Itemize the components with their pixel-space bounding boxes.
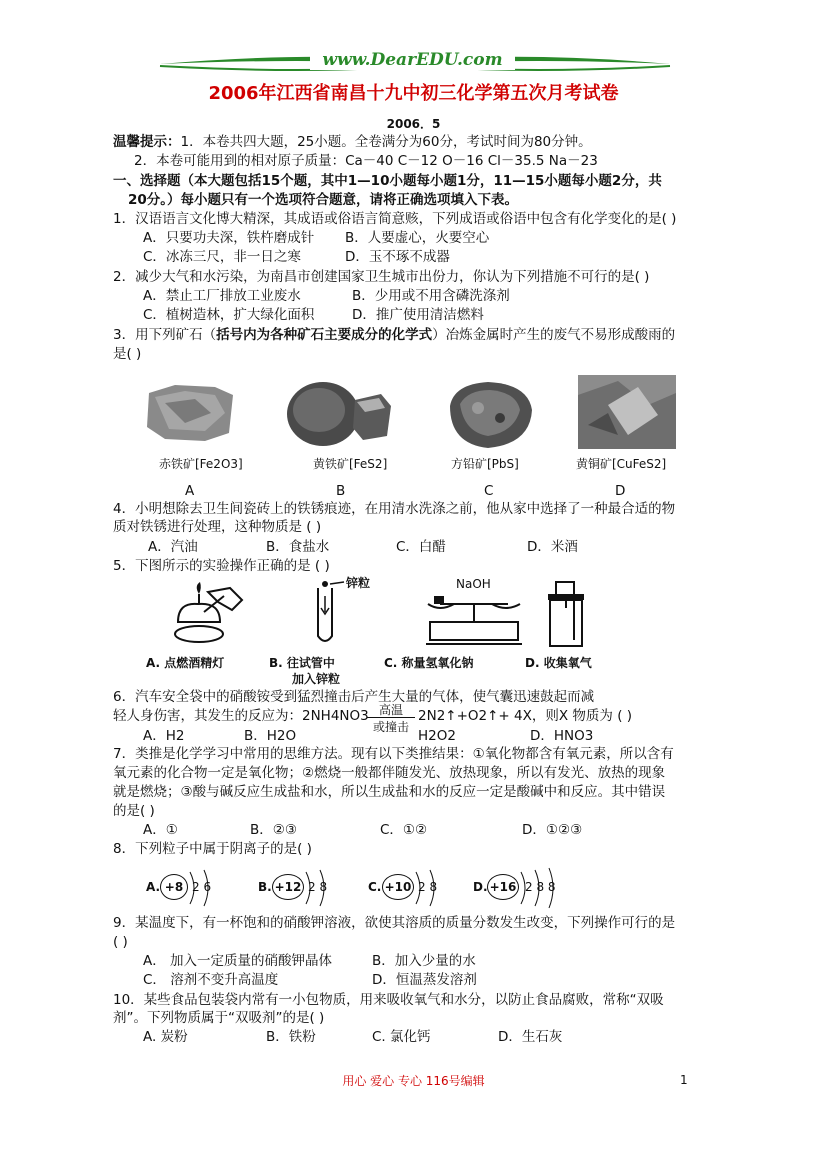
- q5-stem: 5．下图所示的实验操作正确的是 ( ): [113, 558, 330, 574]
- q10-option-a: A. 炭粉: [143, 1029, 188, 1045]
- q8-b-shells: [302, 868, 334, 908]
- q7-line-2: 氧元素的化合物一定是氧化物；②燃烧一般都伴随发光、放热现象，所以有发光、放热的现象: [113, 765, 666, 781]
- q6-stem-2-pre: 轻人身伤害，其发生的反应为：2NH4NO3: [113, 708, 369, 724]
- q5-option-b-cont: 加入锌粒: [292, 672, 341, 686]
- q1-option-d: D．玉不琢不成器: [345, 249, 450, 265]
- q8-c-letter: C.: [368, 880, 382, 894]
- q8-option-a: [146, 868, 222, 908]
- balance-diagram: [420, 588, 528, 650]
- q6-option-b: B．H2O: [244, 728, 297, 744]
- q2-option-d: D．推广使用清洁燃料: [352, 307, 484, 323]
- q9-option-b: B．加入少量的水: [372, 953, 476, 969]
- q5-option-a: A. 点燃酒精灯: [146, 656, 225, 670]
- page-title: 2006年江西省南昌十九中初三化学第五次月考试卷: [208, 83, 619, 104]
- caption-hematite: 赤铁矿[Fe2O3]: [159, 457, 243, 471]
- exam-date: 2006．5: [386, 117, 441, 131]
- q7-option-c: C．①②: [380, 822, 428, 838]
- q3-letter-b: B: [336, 483, 346, 499]
- q4-option-d: D．米酒: [527, 539, 578, 555]
- q6-stem-1: 6．汽车安全袋中的硝酸铵受到猛烈撞击后产生大量的气体，使气囊迅速鼓起而减: [113, 689, 595, 705]
- q1-option-c: C．冰冻三尺，非一日之寒: [143, 249, 301, 265]
- q8-stem: 8．下列粒子中属于阴离子的是( ): [113, 841, 312, 857]
- q9-option-c: C． 溶剂不变升高温度: [143, 972, 279, 988]
- q8-c-electrons: 2 8: [418, 880, 438, 894]
- q8-d-letter: D.: [473, 880, 488, 894]
- page-number: 1: [680, 1073, 688, 1087]
- q6-option-c: H2O2: [418, 728, 456, 744]
- q3-stem-bold: 括号内为各种矿石主要成分的化学式: [216, 327, 433, 343]
- tips-label: 温馨提示：: [113, 134, 181, 150]
- q3-letter-d: D: [615, 483, 626, 499]
- q5-option-d: D. 收集氧气: [525, 656, 592, 670]
- q3-letter-a: A: [185, 483, 195, 499]
- tips-text-1: 1．本卷共四大题，25小题。全卷满分为60分，考试时间为80分钟。: [180, 134, 592, 150]
- q4-option-a: A．汽油: [148, 539, 198, 555]
- q7-line-4: 的是( ): [113, 803, 155, 819]
- q8-d-shells: [517, 866, 567, 910]
- tips-line-2: 2．本卷可能用到的相对原子质量：Ca－40 C－12 O－16 Cl－35.5 Na－23: [134, 153, 598, 169]
- q10-option-b: B．铁粉: [266, 1029, 316, 1045]
- q9-option-d: D．恒温蒸发溶剂: [372, 972, 477, 988]
- q9-stem-1: 9．某温度下，有一杯饱和的硝酸钾溶液，欲使其溶质的质量分数发生改变，下列操作可行的是: [113, 915, 676, 931]
- q7-option-d: D．①②③: [522, 822, 583, 838]
- q8-a-letter: A.: [146, 880, 161, 894]
- q9-option-a: A． 加入一定质量的硝酸钾晶体: [143, 953, 333, 969]
- q9-stem-2: ( ): [113, 934, 128, 950]
- q10-stem-2: 剂”。下列物质属于“双吸剂”的是( ): [113, 1010, 325, 1026]
- q7-option-a: A．①: [143, 822, 178, 838]
- q4-option-c: C．白醋: [396, 539, 446, 555]
- q1-stem: 1．汉语语言文化博大精深，其成语或俗语言简意赅，下列成语或俗语中包含有化学变化的是( ): [113, 211, 677, 227]
- reaction-condition-top: 高温: [367, 703, 415, 718]
- q1-option-b: B．人要虚心，火要空心: [345, 230, 490, 246]
- q5-option-c: C. 称量氢氧化钠: [384, 656, 474, 670]
- tips-line-1: [113, 133, 592, 151]
- pyrite-image: [285, 380, 393, 448]
- footer-text: 用心 爱心 专心 116号编辑: [342, 1074, 485, 1088]
- q7-line-1: 7．类推是化学学习中常用的思维方法。现有以下类推结果：①氧化物都含有氧元素，所以含有: [113, 746, 674, 762]
- q3-stem-post: ）冶炼金属时产生的废气不易形成酸雨的: [432, 327, 676, 343]
- section-heading-1: 一、选择题（本大题包括15个题，其中1—10小题每小题1分，11—15小题每小题2分，共: [113, 173, 662, 189]
- q10-option-c: C. 氯化钙: [372, 1029, 431, 1045]
- q2-stem: 2．减少大气和水污染，为南昌市创建国家卫生城市出份力，你认为下列措施不可行的是( ): [113, 269, 650, 285]
- q4-stem-2: 质对铁锈进行处理，这种物质是 ( ): [113, 519, 322, 535]
- site-name[interactable]: www.DearEDU.com: [310, 50, 515, 70]
- q3-stem-line2: 是( ): [113, 346, 142, 362]
- chalcopyrite-image: [578, 375, 676, 449]
- q10-option-d: D．生石灰: [498, 1029, 563, 1045]
- q8-d-nucleus: +16: [487, 874, 519, 900]
- q8-b-electrons: 2 8: [308, 880, 328, 894]
- q2-option-c: C．植树造林，扩大绿化面积: [143, 307, 315, 323]
- alcohol-lamp-diagram: [168, 582, 248, 650]
- q8-b-nucleus: +12: [272, 874, 304, 900]
- q2-option-b: B．少用或不用含磷洗涤剂: [352, 288, 510, 304]
- q3-stem-pre: 3．用下列矿石（: [113, 327, 217, 343]
- q7-option-b: B．②③: [250, 822, 297, 838]
- q6-option-d: D．HNO3: [530, 728, 594, 744]
- q4-stem-1: 4．小明想除去卫生间瓷砖上的铁锈痕迹，在用清水洗涤之前，他从家中选择了一种最合适的物: [113, 501, 676, 517]
- q3-letter-c: C: [484, 483, 494, 499]
- q8-d-electrons: 2 8 8: [525, 880, 556, 894]
- caption-pyrite: 黄铁矿[FeS2]: [313, 457, 388, 471]
- zinc-label: 锌粒: [346, 576, 371, 590]
- naoh-label: NaOH: [456, 577, 491, 591]
- q7-line-3: 就是燃烧；③酸与碱反应生成盐和水，所以生成盐和水的反应一定是酸碱中和反应。其中错误: [113, 784, 666, 800]
- q8-option-b: [258, 868, 338, 908]
- q6-option-a: A．H2: [143, 728, 185, 744]
- galena-image: [444, 380, 534, 450]
- hematite-image: [145, 383, 237, 445]
- q3-stem: [113, 326, 675, 344]
- q4-option-b: B．食盐水: [266, 539, 330, 555]
- q8-b-letter: B.: [258, 880, 272, 894]
- q6-stem-2-post: 2N2↑+O2↑+ 4X，则X 物质为 ( ): [418, 708, 633, 724]
- q8-a-nucleus: +8: [160, 874, 188, 900]
- q10-stem-1: 10．某些食品包装袋内常有一小包物质，用来吸收氧气和水分，以防止食品腐败，常称“双吸: [113, 992, 664, 1008]
- caption-galena: 方铅矿[PbS]: [451, 457, 519, 471]
- reaction-condition-bottom: 或撞击: [372, 720, 409, 734]
- q5-option-b: B. 往试管中: [269, 656, 335, 670]
- q8-a-electrons: 2 6: [192, 880, 212, 894]
- gas-bottle-diagram: [540, 578, 592, 650]
- section-heading-2: 20分。）每小题只有一个选项符合题意，请将正确选项填入下表。: [128, 192, 519, 208]
- q8-a-shells: [186, 868, 218, 908]
- q2-option-a: A．禁止工厂排放工业废水: [143, 288, 301, 304]
- q8-c-nucleus: +10: [382, 874, 414, 900]
- q8-option-c: [368, 868, 448, 908]
- q1-option-a: A．只要功夫深，铁杵磨成针: [143, 230, 315, 246]
- q8-c-shells: [412, 868, 444, 908]
- q8-option-d: [473, 866, 573, 910]
- caption-chalcopyrite: 黄铜矿[CuFeS2]: [576, 457, 667, 471]
